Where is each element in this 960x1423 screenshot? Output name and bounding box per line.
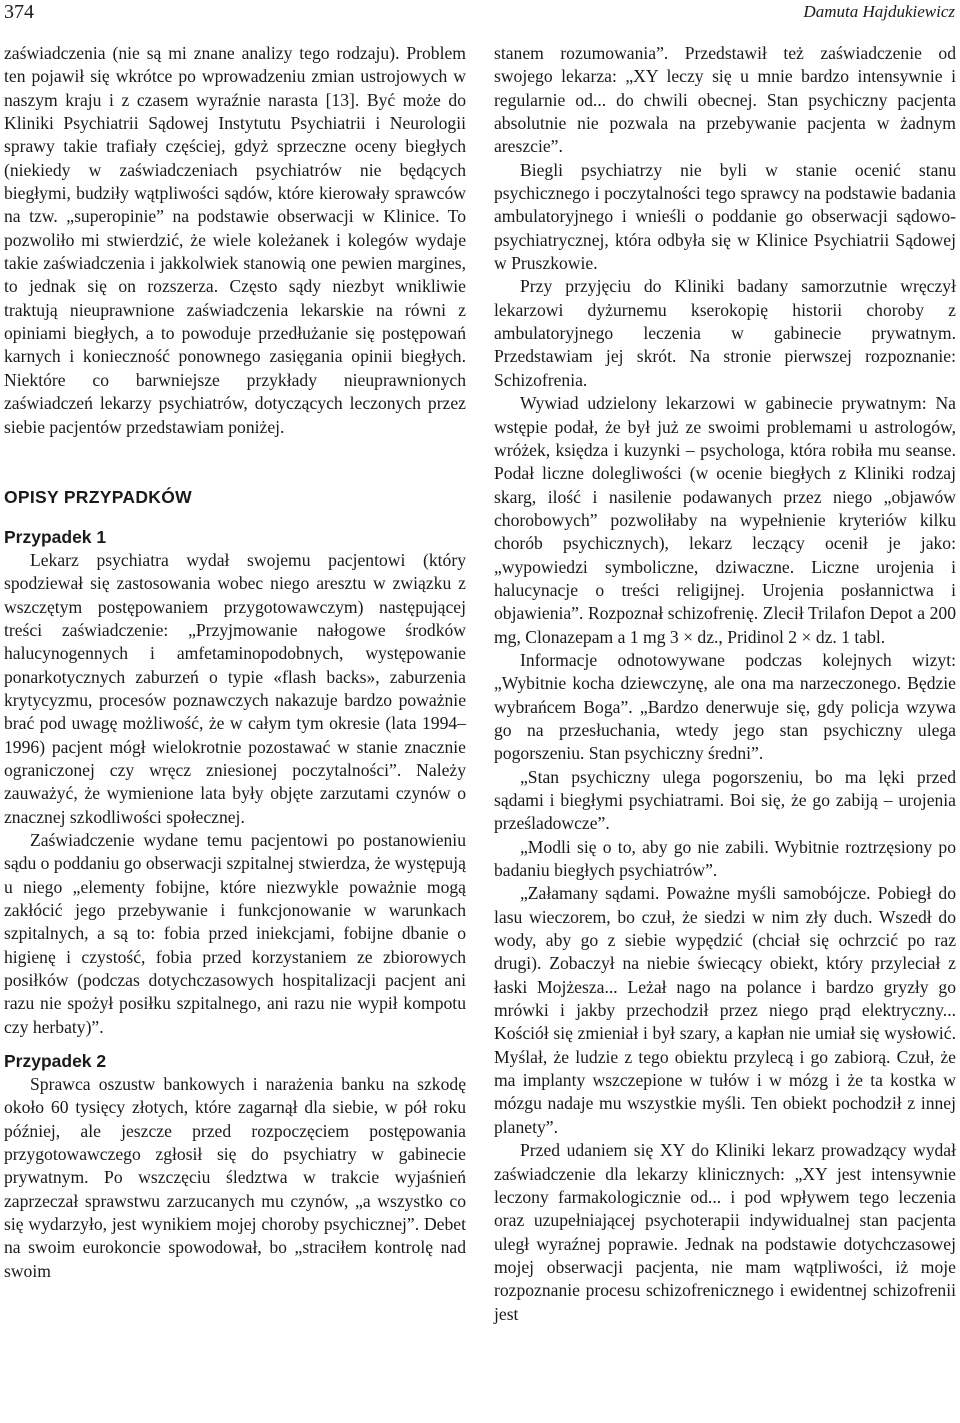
page-header (0, 0, 960, 30)
right-paragraph-3: Przy przyjęciu do Kliniki badany samorzutnie wręczył lekarzowi dyżurnemu kserokopię historii choroby z ambulatoryjnego leczenia w gabinecie prywatnym. Przedstawiam jej skrót. Na stronie pierwszej rozpoznanie: Schizofrenia. (494, 276, 956, 390)
left-column (4, 42, 466, 1283)
right-paragraph-2: Biegli psychiatrzy nie byli w stanie ocenić stanu psychicznego i poczytalności tego sprawcy na podstawie badania ambulatoryjnego i wnieśli o poddanie go obserwacji sądowo-psychiatrycznej, która odbyła się w Klinice Psychiatrii Sądowej w Pruszkowie. (494, 159, 956, 274)
case-2-paragraph-1: Sprawca oszustw bankowych i narażenia banku na szkodę około 60 tysięcy złotych, które zagarnął dla siebie, w pół roku później, ale jeszcze przed rozpoczęciem postępowania przygotowawczego zgłosił się do psychiatry w gabinecie prywatnym. Po wszczęciu śledztwa w trakcie wyjaśnień zaprzeczał sprawstwu zarzucanych mu czynów, „a wszystko co się wydarzyło, jest wynikiem mojej choroby psychicznej”. Debet na swoim eurokoncie spowodował, bo „straciłem kontrolę nad swoim (4, 1074, 466, 1281)
intro-paragraph: zaświadczenia (nie są mi znane analizy tego rodzaju). Problem ten pojawił się wkrótce po wprowadzeniu zmian ustrojowych w naszym kraju i z czasem wyraźnie narasta [13]. Być może do Kliniki Psychiatrii Sądowej Instytutu Psychiatrii i Neurologii sprawy takie trafiały częściej, gdyż sprzeczne oceny biegłych (niekiedy w zaświadczeniach psychiatrów nie będących biegłymi, budziły wątpliwości sądów, które kierowały sprawców na tzw. „superopinie” na podstawie obserwacji w Klinice. To pozwoliło mi stwierdzić, że wiele koleżanek i kolegów wydaje takie zaświadczenia i jakkolwiek stanowią one pewien margines, to jednak się on rozszerza. Często sądy niezbyt wnikliwie traktują nieuprawnione zaświadczenia lekarskie na równi z opiniami biegłych, a to powoduje przedłużanie się postępowań karnych i konieczność ponownego zasięgania opinii biegłych. Niektóre co barwniejsze przykłady nieuprawnionych zaświadczeń lekarzy psychiatrów, dotyczących leczonych przez siebie pacjentów przedstawiam poniżej. (4, 43, 466, 437)
case-1-title: Przypadek 1 (4, 526, 107, 547)
right-paragraph-1: stanem rozumowania”. Przedstawił też zaświadczenie od swojego lekarza: „XY leczy się u mnie bardzo intensywnie i regularnie od... do chwili obecnej. Stan psychiczny pacjenta absolutnie nie pozwala na przebywanie pacjenta w żadnym areszcie”. (494, 43, 956, 157)
page-number: 374 (4, 1, 34, 23)
right-paragraph-8: „Załamany sądami. Poważne myśli samobójcze. Pobiegł do lasu wieczorem, bo czuł, że siedzi w nim zły duch. Wszedł do wody, aby go z siebie wypędzić (chciał się ochrzcić po raz drugi). Zobaczył na niebie świecący obiekt, który przyleciał z łaski Mojżesza... Leżał nago na polance i bardzo gryzły go mrówki i jakby przechodził przez niego prąd elektryczny... Kościół się zmieniał i był szary, a kapłan nie umiał się wysłowić. Myślał, że ludzie z tego obiektu przylecą i go zabiorą. Czuł, że ma implanty wszczepione w tułów i w mózg i że ta kostka w mózgu nadaje mu wszystkie myśli. Ten obiekt pochodził z innej planety”. (494, 883, 956, 1137)
case-2-title: Przypadek 2 (4, 1051, 107, 1072)
case-1-paragraph-2: Zaświadczenie wydane temu pacjentowi po postanowieniu sądu o poddaniu go obserwacji szpitalnej stwierdza, że występują u niego „elementy fobijne, które niezwykle poważnie mogą zakłócić jego przebywanie i funkcjonowanie w warunkach szpitalnych, a są to: fobia przed iniekcjami, fobijne dbanie o higienę i czystość, fobia przed korzystaniem ze zbiorowych posiłków (podczas dotychczasowych hospitalizacji pacjent ani razu nie spożył posiłku szpitalnego, ani razu nie wypił kompotu czy herbaty)”. (4, 829, 466, 1037)
spacer (4, 439, 466, 485)
right-paragraph-7: „Modli się o to, aby go nie zabili. Wybitnie roztrzęsiony po badaniu biegłych psychiatrów”. (494, 836, 956, 881)
running-head-author: Damuta Hajdukiewicz (803, 2, 955, 21)
right-paragraph-4: Wywiad udzielony lekarzowi w gabinecie prywatnym: Na wstępie podał, że był już ze swoimi problemami u astrologów, wróżek, księdza i kuzynki – psychologa, która robiła mu seanse. Podał liczne dolegliwości (w ocenie biegłych z Kliniki rodzaj skarg, ilość i nasilenie podawanych przez niego „objawów chorobowych” pozwoliłaby na wypełnienie kryteriów kilku chorób psychicznych), lekarz leczący ocenił je jako: „wypowiedzi symboliczne, dziwaczne. Liczne urojenia i halucynacje o treści religijnej. Urojenia posłannictwa i objawienia”. Rozpoznał schizofrenię. Zlecił Trilafon Depot a 200 mg, Clonazepam a 1 mg 3 × dz., Pridinol 2 × dz. 1 tabl. (494, 393, 956, 647)
right-paragraph-9: Przed udaniem się XY do Kliniki lekarz prowadzący wydał zaświadczenie dla lekarzy klinicznych: „XY jest intensywnie leczony farmakologicznie od... i pod wpływem tego leczenia oraz uzupełniającej psychoterapii indywidualnej stan pacjenta uległ wyraźnej poprawie. Jednak na podstawie dotychczasowej mojej obserwacji pacjenta, nie mam wątpliwości, iż moje rozpoznanie procesu schizofrenicznego i ewidentnej schizofrenii jest (494, 1140, 956, 1324)
spacer (4, 1039, 466, 1049)
right-column (494, 42, 956, 1326)
right-paragraph-5: Informacje odnotowywane podczas kolejnych wizyt: „Wybitnie kocha dziewczynę, ale ona ma narzeczonego. Będzie wybrańcem Boga”. „Bardzo denerwuje się, gdy policja wzywa go na przesłuchania, wtedy jego stan psychiczny ulega pogorszeniu. Stan psychiczny średni”. (494, 649, 956, 764)
case-1-paragraph-1: Lekarz psychiatra wydał swojemu pacjentowi (który spodziewał się zastosowania wobec niego aresztu w związku z wszczętym postępowaniem przygotowawczym) następującej treści zaświadczenie: „Przyjmowanie nałogowe środków halucynogennych i amfetaminopodobnych, występowanie ponarkotycznych zaburzeń o typie «flash backs», zaburzenia krytycyzmu, procesów poznawczych nakazuje bardzo poważnie brać pod uwagę możliwość, że w całym tym okresie (lata 1994–1996) pacjent mógł wielokrotnie pozostawać w stanie znacznie ograniczonej czy wręcz zniesionej poczytalności”. Należy zauważyć, że wymienione lata były objęte zarzutami czynów o znacznej szkodliwości społecznej. (4, 549, 466, 827)
right-paragraph-6: „Stan psychiczny ulega pogorszeniu, bo ma lęki przed sądami i biegłymi psychiatrami. Boi się, że go zabiją – urojenia prześladowcze”. (494, 766, 956, 834)
section-title: OPISY PRZYPADKÓW (4, 486, 192, 507)
spacer (4, 509, 466, 525)
